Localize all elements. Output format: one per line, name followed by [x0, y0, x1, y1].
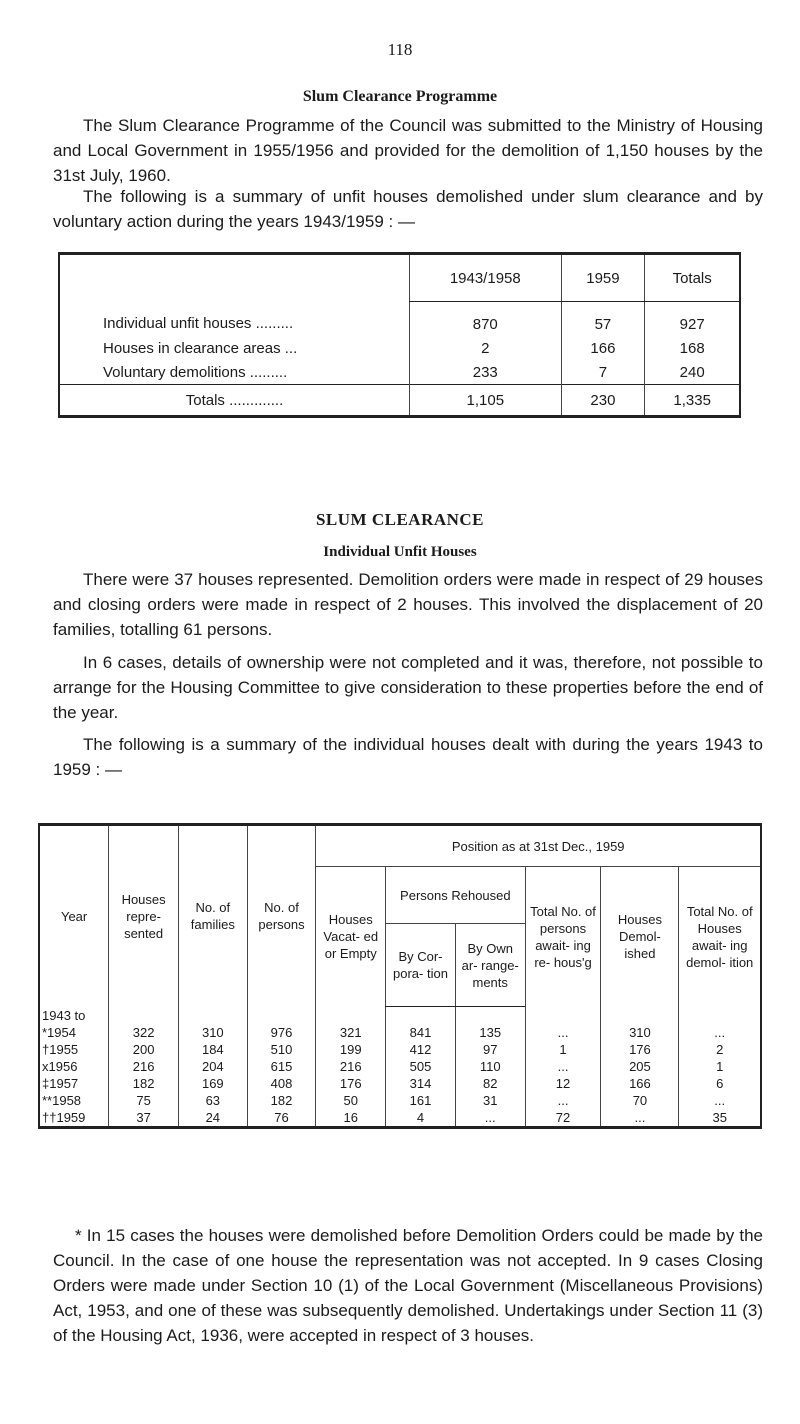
- detail-cell: 199: [316, 1041, 386, 1058]
- summary-header-1943-1958: 1943/1958: [410, 254, 562, 302]
- header-houses-demolished: Houses Demol- ished: [601, 867, 679, 1007]
- summary-total-label: Totals .............: [59, 385, 410, 417]
- footnote: * In 15 cases the houses were demolished before Demolition Orders could be made by the Council. In the case of one house the representation was not accepted. In 9 cases Closing Orders were made under Section 10 (1) of the Local Government (Miscellaneous Provisions) Act, 1953, and one of these was subsequently demolished. Undertakings under Section 11 (3) of the Housing Act, 1936, were accepted in respect of 3 houses.: [53, 1226, 763, 1345]
- detail-cell: 841: [386, 1024, 456, 1041]
- detail-cell: 1: [525, 1041, 601, 1058]
- paragraph-summary-intro: The following is a summary of unfit houses demolished under slum clearance and by voluntary action during the years 1943/1959 : —: [53, 187, 763, 231]
- detail-year: x1956: [42, 1059, 78, 1074]
- detail-cell: 200: [109, 1041, 179, 1058]
- summary-total-cell: 230: [561, 385, 645, 417]
- detail-cell: 37: [109, 1109, 179, 1128]
- header-houses-represented: Houses repre- sented: [109, 825, 179, 1007]
- header-year: Year: [60, 908, 88, 924]
- detail-cell-empty: [679, 1007, 761, 1025]
- detail-cell-empty: [178, 1007, 247, 1025]
- summary-cell: 168: [645, 336, 740, 360]
- detail-row-1959: [39, 1109, 761, 1128]
- detail-cell: 6: [679, 1075, 761, 1092]
- detail-cell: 75: [109, 1092, 179, 1109]
- header-awaiting-demolition: Total No. of Houses await- ing demol- ition: [679, 867, 761, 1007]
- section-title-slum-clearance: SLUM CLEARANCE: [315, 510, 485, 529]
- summary-header-row: [59, 254, 740, 302]
- detail-cell: 1: [679, 1058, 761, 1075]
- detail-year: †1955: [42, 1042, 79, 1057]
- paragraph-represented: There were 37 houses represented. Demolition orders were made in respect of 29 houses and closing orders were made in respect of 2 houses. This involved the displacement of 20 families, totalling 61 persons.: [53, 570, 763, 639]
- detail-cell: 184: [178, 1041, 247, 1058]
- paragraph-ownership: In 6 cases, details of ownership were not completed and it was, therefore, not possible to arrange for the Housing Committee to give consideration to these properties before the end of the year.: [53, 653, 763, 722]
- detail-cell: ...: [679, 1092, 761, 1109]
- summary-cell: 7: [561, 360, 645, 385]
- detail-cell: 97: [455, 1041, 525, 1058]
- detail-cell: 2: [679, 1041, 761, 1058]
- header-houses-vacated: Houses Vacat- ed or Empty: [316, 867, 386, 1007]
- section-title-slum-clearance-programme: Slum Clearance Programme: [302, 88, 498, 105]
- detail-row-1954: [39, 1024, 761, 1041]
- detail-cell: 615: [247, 1058, 316, 1075]
- detail-cell: 412: [386, 1041, 456, 1058]
- detail-cell: 408: [247, 1075, 316, 1092]
- section-subtitle-individual-unfit-houses: Individual Unfit Houses: [323, 544, 477, 560]
- detail-row-1956: [39, 1058, 761, 1075]
- summary-label: Individual unfit houses .........: [103, 315, 294, 333]
- detail-cell: ...: [525, 1058, 601, 1075]
- detail-cell: 82: [455, 1075, 525, 1092]
- summary-cell: 870: [410, 302, 562, 337]
- detail-cell: 4: [386, 1109, 456, 1128]
- summary-cell: 2: [410, 336, 562, 360]
- summary-header-1959: 1959: [561, 254, 645, 302]
- page-number: 118: [387, 40, 413, 59]
- header-families: No. of families: [178, 825, 247, 1007]
- detail-cell: 35: [679, 1109, 761, 1128]
- summary-table: [58, 252, 741, 418]
- detail-row-1955: [39, 1041, 761, 1058]
- detail-year: *1954: [42, 1025, 76, 1040]
- detail-cell: 216: [316, 1058, 386, 1075]
- detail-cell-empty: [316, 1007, 386, 1025]
- detail-cell: 216: [109, 1058, 179, 1075]
- detail-cell: ...: [601, 1109, 679, 1128]
- detail-cell: 110: [455, 1058, 525, 1075]
- detail-table: [38, 823, 762, 1129]
- detail-cell: ...: [679, 1024, 761, 1041]
- detail-year: ‡1957: [42, 1076, 79, 1091]
- detail-cell: 72: [525, 1109, 601, 1128]
- detail-header-row-1: [39, 825, 761, 867]
- summary-row-totals: [59, 385, 740, 417]
- summary-cell: 240: [645, 360, 740, 385]
- detail-cell-empty: [386, 1007, 456, 1025]
- detail-cell: 176: [316, 1075, 386, 1092]
- header-persons-rehoused: Persons Rehoused: [386, 867, 525, 924]
- detail-year: **1958: [42, 1093, 82, 1108]
- header-persons: No. of persons: [247, 825, 316, 1007]
- detail-cell: 321: [316, 1024, 386, 1041]
- summary-row-individual: [59, 302, 740, 337]
- detail-cell: 205: [601, 1058, 679, 1075]
- summary-cell: 927: [645, 302, 740, 337]
- summary-row-voluntary: [59, 360, 740, 385]
- header-by-own-arrangements: By Own ar- range- ments: [455, 924, 525, 1007]
- detail-row-1943-note: [39, 1007, 761, 1025]
- detail-cell: 310: [601, 1024, 679, 1041]
- summary-cell: 166: [561, 336, 645, 360]
- detail-cell: 50: [316, 1092, 386, 1109]
- detail-cell: ...: [525, 1024, 601, 1041]
- detail-row-1958: [39, 1092, 761, 1109]
- detail-cell: 182: [247, 1092, 316, 1109]
- detail-cell: 176: [601, 1041, 679, 1058]
- detail-cell: 135: [455, 1024, 525, 1041]
- detail-cell: ...: [525, 1092, 601, 1109]
- paragraph-programme: The Slum Clearance Programme of the Council was submitted to the Ministry of Housing and Local Government in 1955/1956 and provided for the demolition of 1,150 houses by the 31st July, 1960.: [53, 116, 763, 185]
- detail-cell: 510: [247, 1041, 316, 1058]
- detail-cell: 204: [178, 1058, 247, 1075]
- detail-cell-empty: [525, 1007, 601, 1025]
- header-position-as-at: Position as at 31st Dec., 1959: [316, 825, 761, 867]
- detail-cell: 169: [178, 1075, 247, 1092]
- detail-year-prefix: 1943 to: [42, 1007, 86, 1023]
- summary-label: Voluntary demolitions .........: [103, 363, 288, 381]
- detail-cell-empty: [247, 1007, 316, 1025]
- detail-year: ††1959: [42, 1110, 86, 1125]
- detail-cell: 322: [109, 1024, 179, 1041]
- detail-cell: 12: [525, 1075, 601, 1092]
- summary-header-totals: Totals: [645, 254, 740, 302]
- detail-cell: 76: [247, 1109, 316, 1128]
- detail-cell-empty: [109, 1007, 179, 1025]
- detail-cell: 505: [386, 1058, 456, 1075]
- detail-cell: 310: [178, 1024, 247, 1041]
- detail-cell: 16: [316, 1109, 386, 1128]
- detail-cell: 24: [178, 1109, 247, 1128]
- detail-cell-empty: [455, 1007, 525, 1025]
- detail-cell: 31: [455, 1092, 525, 1109]
- summary-row-clearance-areas: [59, 336, 740, 360]
- detail-cell: 70: [601, 1092, 679, 1109]
- paragraph-detail-intro: The following is a summary of the individual houses dealt with during the years 1943 to 1959 : —: [53, 735, 763, 779]
- detail-cell: 63: [178, 1092, 247, 1109]
- detail-cell: 161: [386, 1092, 456, 1109]
- detail-row-1957: [39, 1075, 761, 1092]
- summary-cell: 57: [561, 302, 645, 337]
- summary-total-cell: 1,335: [645, 385, 740, 417]
- header-by-corporation: By Cor- pora- tion: [386, 924, 456, 1007]
- summary-label: Houses in clearance areas ...: [103, 339, 298, 357]
- detail-cell: ...: [455, 1109, 525, 1128]
- detail-cell: 314: [386, 1075, 456, 1092]
- summary-total-cell: 1,105: [410, 385, 562, 417]
- detail-cell-empty: [601, 1007, 679, 1025]
- detail-cell: 976: [247, 1024, 316, 1041]
- header-awaiting-rehousing: Total No. of persons await- ing re- hous'g: [525, 867, 601, 1007]
- summary-header-blank: [59, 254, 410, 302]
- detail-cell: 182: [109, 1075, 179, 1092]
- summary-cell: 233: [410, 360, 562, 385]
- detail-cell: 166: [601, 1075, 679, 1092]
